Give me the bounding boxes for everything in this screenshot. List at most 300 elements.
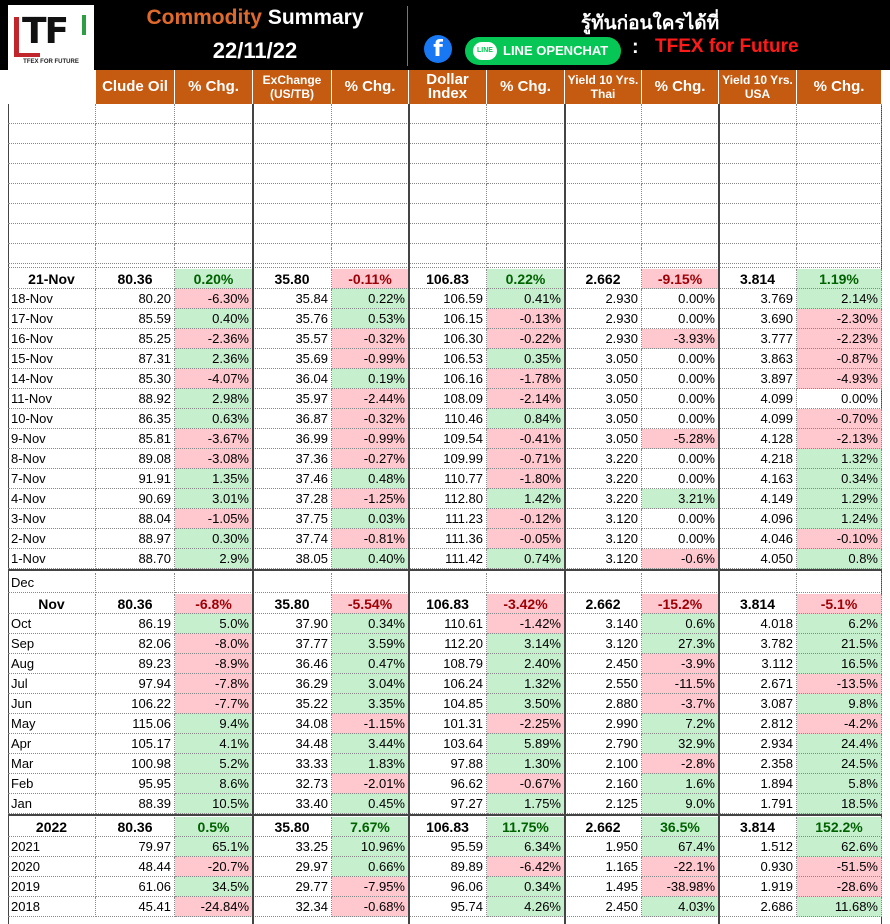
pct-change-cell: 9.0% [642,794,719,814]
pct-change-cell: -0.11% [332,269,409,289]
table-row [8,714,882,734]
value-cell: 29.97 [253,857,332,877]
pct-change-cell: 0.34% [797,469,882,489]
value-cell: 106.24 [409,674,487,694]
value-cell: 3.863 [719,349,797,369]
pct-change-cell: -2.30% [797,309,882,329]
value-cell: 38.05 [253,549,332,569]
value-cell: 79.97 [96,837,175,857]
value-cell: 80.36 [96,594,175,614]
value-cell: 85.81 [96,429,175,449]
table-row [8,389,882,409]
pct-change-cell: 5.2% [175,754,253,774]
value-cell: 2.934 [719,734,797,754]
empty-cell [175,573,253,593]
pct-change-cell: 1.32% [487,674,565,694]
pct-change-cell: -0.05% [487,529,565,549]
section-divider [8,814,882,816]
pct-change-cell: -0.6% [642,549,719,569]
table-row [8,754,882,774]
row-label: 3-Nov [8,509,96,529]
value-cell: 2.662 [565,269,642,289]
pct-change-cell: 6.2% [797,614,882,634]
value-cell: 3.050 [565,409,642,429]
pct-change-cell: 0.5% [175,817,253,837]
pct-change-cell: 0.00% [642,309,719,329]
value-cell: 45.41 [96,897,175,917]
empty-cell [175,204,253,224]
pct-change-cell: -0.27% [332,449,409,469]
row-label: 7-Nov [8,469,96,489]
empty-cell [487,248,565,268]
value-cell: 34.08 [253,714,332,734]
empty-cell [797,248,882,268]
pct-change-cell: 5.89% [487,734,565,754]
pct-change-cell: 0.00% [642,529,719,549]
pct-change-cell: -5.1% [797,594,882,614]
empty-cell [8,124,96,144]
table-row [8,654,882,674]
row-label: 4-Nov [8,489,96,509]
table-row [8,614,882,634]
value-cell: 48.44 [96,857,175,877]
table-row [8,549,882,569]
empty-cell [797,164,882,184]
value-cell: 33.25 [253,837,332,857]
table-row [8,774,882,794]
empty-row [8,164,882,184]
value-cell: 2.880 [565,694,642,714]
group-divider [252,104,254,924]
empty-cell [96,573,175,593]
value-cell: 0.930 [719,857,797,877]
value-cell: 33.33 [253,754,332,774]
value-cell: 85.59 [96,309,175,329]
column-header: % Chg. [642,70,719,104]
value-cell: 4.099 [719,409,797,429]
value-cell: 106.59 [409,289,487,309]
value-cell: 29.77 [253,877,332,897]
pct-change-cell: 1.24% [797,509,882,529]
value-cell: 2.160 [565,774,642,794]
pct-change-cell: -11.5% [642,674,719,694]
value-cell: 37.75 [253,509,332,529]
value-cell: 3.050 [565,389,642,409]
value-cell: 1.919 [719,877,797,897]
logo-text: TF [22,11,68,52]
pct-change-cell: 0.53% [332,309,409,329]
row-label: Jul [8,674,96,694]
value-cell: 96.06 [409,877,487,897]
value-cell: 3.050 [565,429,642,449]
row-label: 2018 [8,897,96,917]
pct-change-cell: -2.01% [332,774,409,794]
pct-change-cell: 1.42% [487,489,565,509]
empty-cell [8,184,96,204]
empty-cell [642,224,719,244]
empty-cell [642,164,719,184]
pct-change-cell: 0.00% [642,289,719,309]
value-cell: 97.94 [96,674,175,694]
value-cell: 86.35 [96,409,175,429]
empty-cell [565,144,642,164]
row-label: Jun [8,694,96,714]
empty-cell [332,104,409,124]
line-icon: LINE [473,42,497,60]
value-cell: 35.80 [253,269,332,289]
empty-cell [332,184,409,204]
brand-name: TFEX for Future [655,36,799,57]
pct-change-cell: 6.34% [487,837,565,857]
table-row [8,309,882,329]
pct-change-cell: 3.21% [642,489,719,509]
empty-cell [409,248,487,268]
value-cell: 3.897 [719,369,797,389]
value-cell: 88.92 [96,389,175,409]
pct-change-cell: -7.7% [175,694,253,714]
pct-change-cell: -3.42% [487,594,565,614]
pct-change-cell: 5.0% [175,614,253,634]
pct-change-cell: 0.20% [175,269,253,289]
value-cell: 110.77 [409,469,487,489]
value-cell: 4.128 [719,429,797,449]
table-row [8,634,882,654]
pct-change-cell: 0.84% [487,409,565,429]
column-header: Dollar Index [409,70,487,104]
empty-row [8,184,882,204]
empty-cell [253,224,332,244]
value-cell: 111.23 [409,509,487,529]
pct-change-cell: 3.14% [487,634,565,654]
row-label: 11-Nov [8,389,96,409]
empty-cell [409,124,487,144]
value-cell: 3.220 [565,489,642,509]
pct-change-cell: -1.78% [487,369,565,389]
value-cell: 3.050 [565,369,642,389]
pct-change-cell: 11.68% [797,897,882,917]
pct-change-cell: 1.35% [175,469,253,489]
value-cell: 106.30 [409,329,487,349]
value-cell: 90.69 [96,489,175,509]
pct-change-cell: -13.5% [797,674,882,694]
pct-change-cell: 0.00% [642,409,719,429]
pct-change-cell: 24.5% [797,754,882,774]
value-cell: 82.06 [96,634,175,654]
pct-change-cell: -7.95% [332,877,409,897]
table-row [8,674,882,694]
value-cell: 103.64 [409,734,487,754]
logo-accent [14,17,19,53]
empty-cell [332,573,409,593]
value-cell: 36.29 [253,674,332,694]
pct-change-cell: -20.7% [175,857,253,877]
value-cell: 2.550 [565,674,642,694]
table-row [8,369,882,389]
pct-change-cell: -5.28% [642,429,719,449]
pct-change-cell: 1.19% [797,269,882,289]
pct-change-cell: 0.66% [332,857,409,877]
pct-change-cell: 0.40% [175,309,253,329]
pct-change-cell: -0.12% [487,509,565,529]
pct-change-cell: 16.5% [797,654,882,674]
row-label: Sep [8,634,96,654]
group-divider [718,104,720,924]
empty-cell [332,204,409,224]
empty-cell [409,204,487,224]
pct-change-cell: 27.3% [642,634,719,654]
pct-change-cell: 1.83% [332,754,409,774]
value-cell: 88.04 [96,509,175,529]
empty-cell [175,184,253,204]
empty-cell [565,164,642,184]
value-cell: 37.36 [253,449,332,469]
value-cell: 2.358 [719,754,797,774]
pct-change-cell: 62.6% [797,837,882,857]
summary-row [8,269,882,289]
empty-cell [96,164,175,184]
value-cell: 3.120 [565,529,642,549]
pct-change-cell: -2.13% [797,429,882,449]
pct-change-cell: -3.67% [175,429,253,449]
table-row [8,837,882,857]
value-cell: 32.73 [253,774,332,794]
table-row [8,349,882,369]
pct-change-cell: 2.9% [175,549,253,569]
value-cell: 105.17 [96,734,175,754]
empty-row [8,248,882,268]
row-label: Oct [8,614,96,634]
empty-cell [409,164,487,184]
pct-change-cell: -3.93% [642,329,719,349]
table-row [8,329,882,349]
empty-cell [565,184,642,204]
value-cell: 96.62 [409,774,487,794]
empty-cell [719,184,797,204]
empty-cell [96,204,175,224]
value-cell: 3.112 [719,654,797,674]
pct-change-cell: -0.99% [332,349,409,369]
empty-row [8,224,882,244]
empty-cell [332,164,409,184]
column-header: % Chg. [487,70,565,104]
empty-cell [642,184,719,204]
pct-change-cell: 0.48% [332,469,409,489]
value-cell: 100.98 [96,754,175,774]
line-openchat-button[interactable] [465,37,621,65]
empty-cell [719,573,797,593]
empty-cell [253,573,332,593]
pct-change-cell: 0.6% [642,614,719,634]
empty-cell [409,104,487,124]
value-cell: 37.46 [253,469,332,489]
row-label: 9-Nov [8,429,96,449]
pct-change-cell: 1.75% [487,794,565,814]
header-colon: : [632,36,639,58]
pct-change-cell: 1.29% [797,489,882,509]
value-cell: 34.48 [253,734,332,754]
pct-change-cell: -0.87% [797,349,882,369]
empty-cell [642,248,719,268]
empty-cell [409,224,487,244]
value-cell: 111.42 [409,549,487,569]
empty-cell [719,104,797,124]
column-header: % Chg. [332,70,409,104]
value-cell: 37.74 [253,529,332,549]
empty-cell [797,144,882,164]
value-cell: 35.80 [253,817,332,837]
thai-slogan: รู้ทันก่อนใครได้ที่ [580,12,720,34]
pct-change-cell: 4.1% [175,734,253,754]
pct-change-cell: 9.4% [175,714,253,734]
pct-change-cell: 0.8% [797,549,882,569]
value-cell: 3.220 [565,449,642,469]
row-label: 2-Nov [8,529,96,549]
pct-change-cell: -28.6% [797,877,882,897]
pct-change-cell: 10.96% [332,837,409,857]
empty-cell [642,204,719,224]
empty-cell [8,104,96,124]
value-cell: 106.22 [96,694,175,714]
pct-change-cell: -24.84% [175,897,253,917]
table-row [8,489,882,509]
pct-change-cell: 2.36% [175,349,253,369]
empty-cell [797,104,882,124]
pct-change-cell: -51.5% [797,857,882,877]
pct-change-cell: 0.00% [642,509,719,529]
empty-cell [487,224,565,244]
pct-change-cell: -0.67% [487,774,565,794]
empty-cell [332,224,409,244]
empty-cell [719,124,797,144]
pct-change-cell: 1.32% [797,449,882,469]
value-cell: 4.163 [719,469,797,489]
value-cell: 97.88 [409,754,487,774]
value-cell: 2.812 [719,714,797,734]
row-label: 2020 [8,857,96,877]
column-header: % Chg. [175,70,253,104]
group-divider [408,104,410,924]
value-cell: 3.814 [719,817,797,837]
pct-change-cell: -4.07% [175,369,253,389]
empty-cell [253,124,332,144]
pct-change-cell: 10.5% [175,794,253,814]
pct-change-cell: 11.75% [487,817,565,837]
value-cell: 1.950 [565,837,642,857]
empty-cell [175,104,253,124]
logo-accent [82,15,86,35]
value-cell: 3.120 [565,634,642,654]
pct-change-cell: 65.1% [175,837,253,857]
pct-change-cell: -22.1% [642,857,719,877]
empty-cell [719,144,797,164]
value-cell: 101.31 [409,714,487,734]
value-cell: 91.91 [96,469,175,489]
empty-cell [719,164,797,184]
column-header: % Chg. [797,70,882,104]
pct-change-cell: -9.15% [642,269,719,289]
column-header: Yield 10 Yrs. USA [719,70,797,104]
value-cell: 1.165 [565,857,642,877]
pct-change-cell: 3.44% [332,734,409,754]
pct-change-cell: 0.74% [487,549,565,569]
pct-change-cell: 0.34% [487,877,565,897]
value-cell: 37.28 [253,489,332,509]
table-row [8,509,882,529]
group-divider [564,104,566,924]
table-row [8,289,882,309]
row-label: Nov [8,594,96,614]
empty-row [8,204,882,224]
title-summary: Summary [267,6,364,29]
row-label: 14-Nov [8,369,96,389]
table-row [8,409,882,429]
value-cell: 4.046 [719,529,797,549]
value-cell: 110.46 [409,409,487,429]
value-cell: 2.671 [719,674,797,694]
row-label: 8-Nov [8,449,96,469]
pct-change-cell: 0.00% [642,389,719,409]
value-cell: 35.76 [253,309,332,329]
value-cell: 106.83 [409,817,487,837]
empty-cell [332,248,409,268]
value-cell: 106.53 [409,349,487,369]
table-row [8,529,882,549]
pct-change-cell: -2.8% [642,754,719,774]
value-cell: 85.30 [96,369,175,389]
value-cell: 4.096 [719,509,797,529]
empty-cell [96,144,175,164]
value-cell: 3.120 [565,509,642,529]
value-cell: 80.20 [96,289,175,309]
value-cell: 106.83 [409,269,487,289]
pct-change-cell: 0.34% [332,614,409,634]
empty-cell [8,224,96,244]
empty-cell [719,224,797,244]
table-row [8,734,882,754]
value-cell: 88.70 [96,549,175,569]
value-cell: 112.80 [409,489,487,509]
value-cell: 109.99 [409,449,487,469]
facebook-icon[interactable]: f [424,35,452,63]
value-cell: 3.814 [719,269,797,289]
pct-change-cell: -0.22% [487,329,565,349]
value-cell: 87.31 [96,349,175,369]
pct-change-cell: 0.22% [332,289,409,309]
row-label: 21-Nov [8,269,96,289]
empty-cell [175,144,253,164]
value-cell: 2.450 [565,654,642,674]
row-label: 18-Nov [8,289,96,309]
pct-change-cell: 0.35% [487,349,565,369]
value-cell: 89.89 [409,857,487,877]
empty-cell [719,204,797,224]
pct-change-cell: -1.80% [487,469,565,489]
empty-cell [487,573,565,593]
empty-cell [797,124,882,144]
pct-change-cell: -1.25% [332,489,409,509]
value-cell: 2.100 [565,754,642,774]
value-cell: 112.20 [409,634,487,654]
pct-change-cell: 0.40% [332,549,409,569]
value-cell: 3.120 [565,549,642,569]
empty-cell [487,164,565,184]
pct-change-cell: -0.81% [332,529,409,549]
value-cell: 3.087 [719,694,797,714]
value-cell: 4.149 [719,489,797,509]
value-cell: 36.04 [253,369,332,389]
pct-change-cell: -0.71% [487,449,565,469]
empty-cell [253,104,332,124]
